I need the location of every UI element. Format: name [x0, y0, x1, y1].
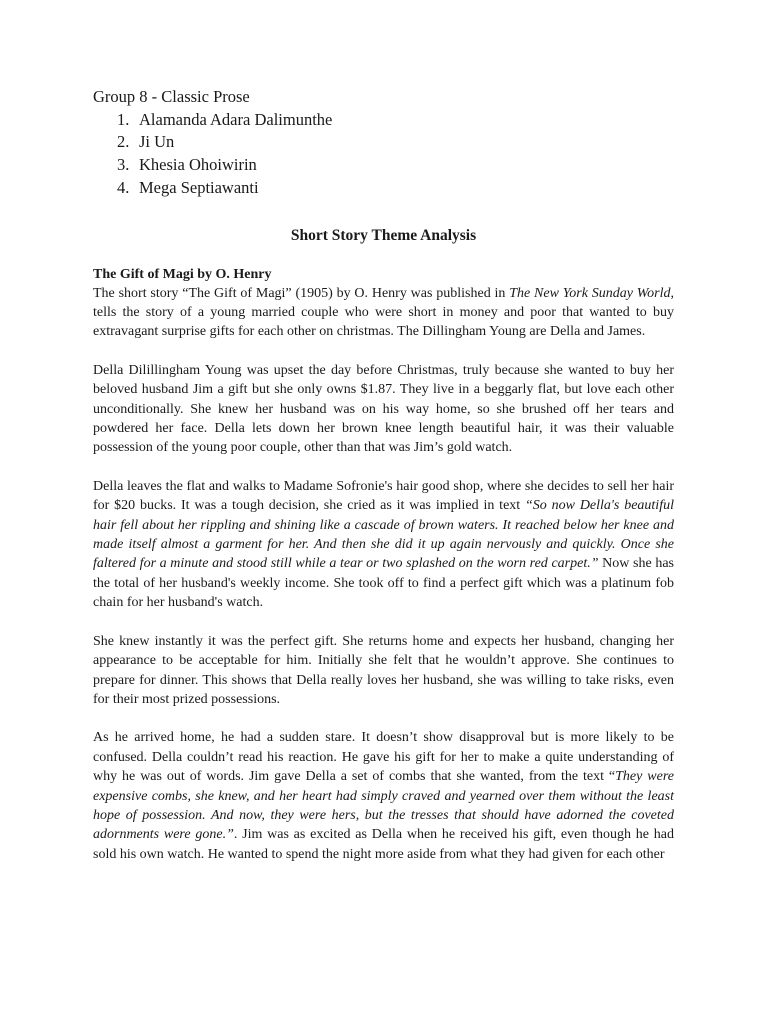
member-list [93, 109, 674, 200]
section-heading: The Gift of Magi by O. Henry [93, 266, 272, 282]
quote-text: They were expensive combs, she knew, and her heart had simply craved and yearned over them without the least hope of possession. And now, they were hers, but the tresses that should have adorned the coveted adornments were gone.” [93, 769, 674, 843]
list-number: 3. [117, 155, 130, 175]
publication-title: The New York Sunday World [509, 285, 671, 301]
list-item [93, 131, 674, 154]
quote-text: “So now Della's beautiful hair fell about her rippling and shining like a cascade of brown waters. It reached below her knee and made itself almost a garment for her. And then she did it up again nervously and quickly. Once she faltered for a minute and stood still while a tear or two splashed on the worn red carpet.” [93, 498, 674, 572]
list-number: 2. [117, 132, 130, 152]
page-title: Short Story Theme Analysis [290, 226, 477, 244]
paragraph-text: As he arrived home, he had a sudden stare. It doesn’t show disapproval but is more likely to be confused. Della couldn’t read his reaction. He gave his gift for her to make a quite understanding of why he was out of words. Jim gave Della a set of combs that she wanted, from the text “ [93, 730, 674, 785]
paragraph-text: Now she has the total of her husband's weekly income. She took off to find a perfect gift which was a platinum fob chain for her husband's watch. [93, 556, 674, 611]
member-name: Alamanda Adara Dalimunthe [139, 109, 333, 129]
paragraph-5 [93, 728, 674, 864]
paragraph-1 [93, 284, 674, 342]
member-name: Ji Un [139, 132, 175, 152]
list-item [93, 154, 674, 177]
member-name: Mega Septiawanti [139, 177, 259, 197]
paragraph-text: The short story “The Gift of Magi” (1905) by O. Henry was published in [93, 285, 510, 301]
paragraph-2: Della Dilillingham Young was upset the day before Christmas, truly because she wanted to buy her beloved husband Jim a gift but she only owns $1.87. They live in a beggarly flat, but love each other unconditionally. She knew her husband was on his way home, so she brushed off her tears and powdered her face. Della lets down her brown knee length beautiful hair, it was their valuable possession of the young poor couple, other than that was Jim’s gold watch. [93, 363, 674, 456]
paragraph-text: . Jim was as excited as Della when he received his gift, even though he had sold his own watch. He wanted to spend the night more aside from what they had given for each other [93, 827, 674, 862]
paragraph-text: , tells the story of a young married couple who were short in money and poor that wanted to buy extravagant surprise gifts for each other on christmas. The Dillingham Young are Della and James. [93, 285, 674, 340]
paragraph-3 [93, 477, 674, 613]
paragraph-text: Della leaves the flat and walks to Madame Sofronie's hair good shop, where she decides to sell her hair for $20 bucks. It was a tough decision, she cried as it was implied in text [93, 478, 674, 514]
list-number: 1. [117, 109, 130, 129]
list-number: 4. [117, 177, 130, 197]
group-title: Group 8 - Classic Prose [93, 87, 250, 106]
document-page [93, 86, 674, 864]
list-item [93, 109, 674, 132]
list-item [93, 177, 674, 200]
paragraph-4: She knew instantly it was the perfect gift. She returns home and expects her husband, changing her appearance to be acceptable for him. Initially she felt that he wouldn’t approve. She continues to prepare for dinner. This shows that Della really loves her husband, she was willing to take risks, even for their most prized possessions. [93, 633, 674, 707]
member-name: Khesia Ohoiwirin [139, 155, 257, 175]
